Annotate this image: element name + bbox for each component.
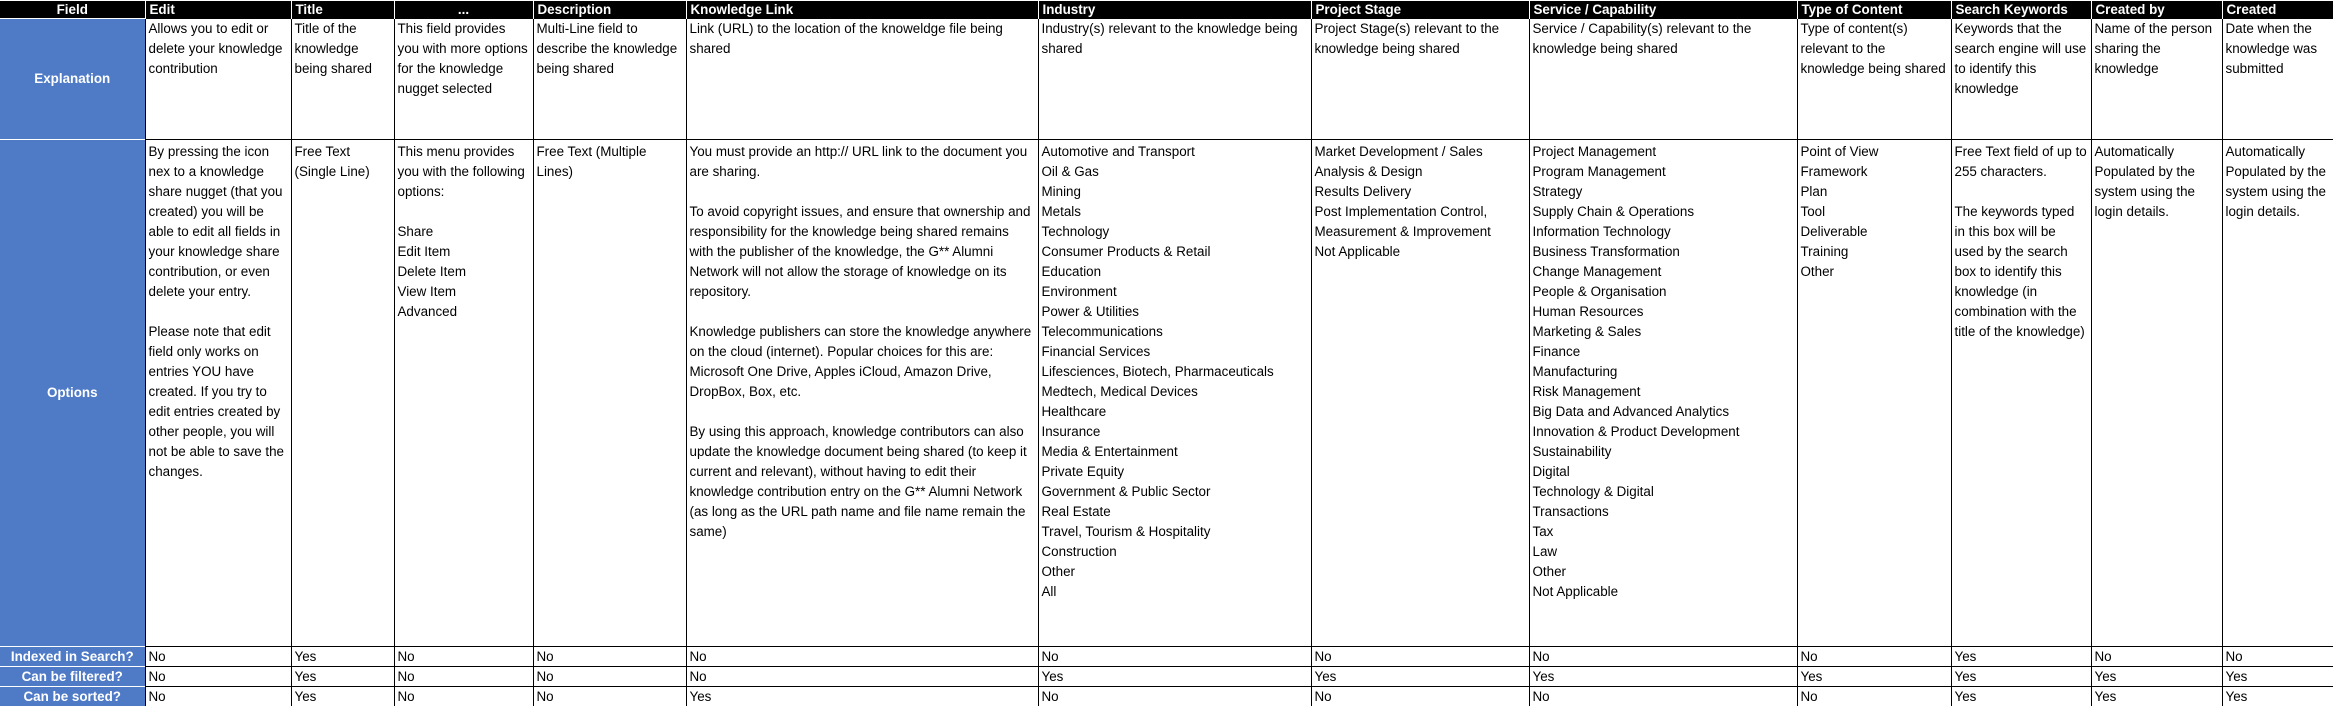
sorted-cell: Yes — [1951, 687, 2091, 706]
option-line: Manufacturing — [1533, 362, 1794, 382]
column-header-industry: Industry — [1038, 1, 1311, 19]
filtered-cell: Yes — [1311, 667, 1529, 687]
option-line: Automatically Populated by the system using the login details. — [2226, 142, 2331, 222]
filtered-cell: Yes — [1038, 667, 1311, 687]
option-line: Free Text field of up to 255 characters. — [1955, 142, 2088, 182]
blank-line — [1955, 182, 2088, 202]
sorted-row — [0, 687, 2333, 706]
option-line: By pressing the icon nex to a knowledge share nugget (that you created) you will be able to edit all fields in your knowledge share contribution, or even delete your entry. — [149, 142, 288, 302]
option-line: Mining — [1042, 182, 1308, 202]
option-line: View Item — [398, 282, 530, 302]
explanation-cell: Name of the person sharing the knowledge — [2091, 19, 2222, 140]
indexed-cell: No — [1038, 647, 1311, 667]
options-row — [0, 140, 2333, 647]
option-line: Framework — [1801, 162, 1948, 182]
option-line: Change Management — [1533, 262, 1794, 282]
sorted-cell: No — [533, 687, 686, 706]
filtered-cell: No — [145, 667, 291, 687]
indexed-cell: No — [394, 647, 533, 667]
explanation-cell: Keywords that the search engine will use to identify this knowledge — [1951, 19, 2091, 140]
explanation-cell: This field provides you with more options for the knowledge nugget selected — [394, 19, 533, 140]
option-line: Technology & Digital — [1533, 482, 1794, 502]
options-cell — [1951, 140, 2091, 647]
filtered-cell: Yes — [291, 667, 394, 687]
option-line: Please note that edit field only works on entries YOU have created. If you try to edit entries created by other people, you will not be able to save the changes. — [149, 322, 288, 482]
option-line: Automotive and Transport — [1042, 142, 1308, 162]
options-cell — [1038, 140, 1311, 647]
option-line: Advanced — [398, 302, 530, 322]
option-line: Technology — [1042, 222, 1308, 242]
sorted-cell: Yes — [2091, 687, 2222, 706]
options-cell — [145, 140, 291, 647]
option-line: Knowledge publishers can store the knowledge anywhere on the cloud (internet). Popular choices for this are: Microsoft One Drive, Apples iCloud, Amazon Drive, DropBox, Box, etc. — [690, 322, 1035, 402]
column-header-description: Description — [533, 1, 686, 19]
column-header-search-keywords: Search Keywords — [1951, 1, 2091, 19]
options-cell — [2222, 140, 2333, 647]
row-label-filtered: Can be filtered? — [0, 667, 145, 687]
option-line: Innovation & Product Development — [1533, 422, 1794, 442]
option-line: Law — [1533, 542, 1794, 562]
option-line: Plan — [1801, 182, 1948, 202]
blank-line — [149, 302, 288, 322]
column-header-created-by: Created by — [2091, 1, 2222, 19]
column-header-project-stage: Project Stage — [1311, 1, 1529, 19]
option-line: Business Transformation — [1533, 242, 1794, 262]
options-cell — [533, 140, 686, 647]
filtered-cell: No — [686, 667, 1038, 687]
option-line: Deliverable — [1801, 222, 1948, 242]
option-line: Training — [1801, 242, 1948, 262]
option-line: This menu provides you with the following options: — [398, 142, 530, 202]
option-line: Other — [1042, 562, 1308, 582]
sorted-cell: No — [145, 687, 291, 706]
option-line: Oil & Gas — [1042, 162, 1308, 182]
explanation-cell: Industry(s) relevant to the knowledge being shared — [1038, 19, 1311, 140]
option-line: People & Organisation — [1533, 282, 1794, 302]
option-line: Lifesciences, Biotech, Pharmaceuticals — [1042, 362, 1308, 382]
sorted-cell: No — [1311, 687, 1529, 706]
option-line: Edit Item — [398, 242, 530, 262]
option-line: Strategy — [1533, 182, 1794, 202]
options-cell — [1797, 140, 1951, 647]
explanation-cell: Service / Capability(s) relevant to the knowledge being shared — [1529, 19, 1797, 140]
blank-line — [690, 182, 1035, 202]
indexed-cell: No — [1529, 647, 1797, 667]
option-line: Private Equity — [1042, 462, 1308, 482]
option-line: Education — [1042, 262, 1308, 282]
option-line: Results Delivery — [1315, 182, 1526, 202]
option-line: Supply Chain & Operations — [1533, 202, 1794, 222]
sorted-cell: Yes — [291, 687, 394, 706]
option-line: Digital — [1533, 462, 1794, 482]
filtered-cell: Yes — [2091, 667, 2222, 687]
indexed-cell: No — [2222, 647, 2333, 667]
header-row — [0, 1, 2333, 19]
option-line: Consumer Products & Retail — [1042, 242, 1308, 262]
filtered-row — [0, 667, 2333, 687]
option-line: Finance — [1533, 342, 1794, 362]
option-line: Travel, Tourism & Hospitality — [1042, 522, 1308, 542]
column-header-more: ... — [394, 1, 533, 19]
explanation-cell: Link (URL) to the location of the knoweldge file being shared — [686, 19, 1038, 140]
indexed-row — [0, 647, 2333, 667]
indexed-cell: Yes — [1951, 647, 2091, 667]
indexed-cell: No — [1797, 647, 1951, 667]
explanation-cell: Allows you to edit or delete your knowledge contribution — [145, 19, 291, 140]
sorted-cell: No — [1797, 687, 1951, 706]
option-line: Automatically Populated by the system using the login details. — [2095, 142, 2219, 222]
option-line: Real Estate — [1042, 502, 1308, 522]
blank-line — [398, 202, 530, 222]
row-label-options: Options — [0, 140, 145, 647]
explanation-cell: Multi-Line field to describe the knowledge being shared — [533, 19, 686, 140]
option-line: Other — [1801, 262, 1948, 282]
column-header-title: Title — [291, 1, 394, 19]
option-line: Tax — [1533, 522, 1794, 542]
explanation-cell: Type of content(s) relevant to the knowledge being shared — [1797, 19, 1951, 140]
column-header-edit: Edit — [145, 1, 291, 19]
option-line: Insurance — [1042, 422, 1308, 442]
option-line: You must provide an http:// URL link to the document you are sharing. — [690, 142, 1035, 182]
option-line: Program Management — [1533, 162, 1794, 182]
row-label-indexed: Indexed in Search? — [0, 647, 145, 667]
option-line: Media & Entertainment — [1042, 442, 1308, 462]
option-line: Tool — [1801, 202, 1948, 222]
option-line: Other — [1533, 562, 1794, 582]
options-cell — [686, 140, 1038, 647]
blank-line — [690, 402, 1035, 422]
option-line: Analysis & Design — [1315, 162, 1526, 182]
option-line: Financial Services — [1042, 342, 1308, 362]
option-line: Healthcare — [1042, 402, 1308, 422]
option-line: Environment — [1042, 282, 1308, 302]
option-line: Construction — [1042, 542, 1308, 562]
indexed-cell: No — [145, 647, 291, 667]
option-line: Project Management — [1533, 142, 1794, 162]
option-line: Government & Public Sector — [1042, 482, 1308, 502]
option-line: Share — [398, 222, 530, 242]
column-header-knowledge-link: Knowledge Link — [686, 1, 1038, 19]
column-header-service-capability: Service / Capability — [1529, 1, 1797, 19]
option-line: Delete Item — [398, 262, 530, 282]
option-line: Point of View — [1801, 142, 1948, 162]
filtered-cell: Yes — [2222, 667, 2333, 687]
column-header-type-of-content: Type of Content — [1797, 1, 1951, 19]
row-label-explanation: Explanation — [0, 19, 145, 140]
column-header-created: Created — [2222, 1, 2333, 19]
sorted-cell: Yes — [686, 687, 1038, 706]
column-header-field: Field — [0, 1, 145, 19]
option-line: Risk Management — [1533, 382, 1794, 402]
explanation-cell: Project Stage(s) relevant to the knowledge being shared — [1311, 19, 1529, 140]
option-line: All — [1042, 582, 1308, 602]
filtered-cell: No — [394, 667, 533, 687]
option-line: Telecommunications — [1042, 322, 1308, 342]
options-cell — [2091, 140, 2222, 647]
indexed-cell: No — [686, 647, 1038, 667]
indexed-cell: Yes — [291, 647, 394, 667]
option-line: Post Implementation Control, Measurement & Improvement — [1315, 202, 1526, 242]
option-line: Not Applicable — [1315, 242, 1526, 262]
options-cell — [1311, 140, 1529, 647]
indexed-cell: No — [533, 647, 686, 667]
explanation-row — [0, 19, 2333, 140]
indexed-cell: No — [1311, 647, 1529, 667]
filtered-cell: Yes — [1797, 667, 1951, 687]
option-line: Medtech, Medical Devices — [1042, 382, 1308, 402]
option-line: Free Text (Single Line) — [295, 142, 391, 182]
option-line: To avoid copyright issues, and ensure that ownership and responsibility for the knowledge being shared remains with the publisher of the knowledge, the G** Alumni Network will not allow the storage of knowledge on its repository. — [690, 202, 1035, 302]
sorted-cell: No — [1529, 687, 1797, 706]
sorted-cell: Yes — [2222, 687, 2333, 706]
option-line: Metals — [1042, 202, 1308, 222]
options-cell — [1529, 140, 1797, 647]
option-line: Big Data and Advanced Analytics — [1533, 402, 1794, 422]
option-line: Marketing & Sales — [1533, 322, 1794, 342]
option-line: Human Resources — [1533, 302, 1794, 322]
filtered-cell: Yes — [1529, 667, 1797, 687]
option-line: Power & Utilities — [1042, 302, 1308, 322]
option-line: Not Applicable — [1533, 582, 1794, 602]
sorted-cell: No — [394, 687, 533, 706]
option-line: Market Development / Sales — [1315, 142, 1526, 162]
filtered-cell: Yes — [1951, 667, 2091, 687]
row-label-sorted: Can be sorted? — [0, 687, 145, 706]
option-line: Transactions — [1533, 502, 1794, 522]
sorted-cell: No — [1038, 687, 1311, 706]
option-line: Sustainability — [1533, 442, 1794, 462]
option-line: The keywords typed in this box will be used by the search box to identify this knowledge (in combination with the title of the knowledge) — [1955, 202, 2088, 342]
option-line: Information Technology — [1533, 222, 1794, 242]
indexed-cell: No — [2091, 647, 2222, 667]
explanation-cell: Date when the knowledge was submitted — [2222, 19, 2333, 140]
option-line: Free Text (Multiple Lines) — [537, 142, 683, 182]
option-line: By using this approach, knowledge contributors can also update the knowledge document being shared (to keep it current and relevant), without having to edit their knowledge contribution entry on the G** Alumni Network (as long as the URL path name and file name remain the same) — [690, 422, 1035, 542]
blank-line — [690, 302, 1035, 322]
options-cell — [291, 140, 394, 647]
explanation-cell: Title of the knowledge being shared — [291, 19, 394, 140]
filtered-cell: No — [533, 667, 686, 687]
options-cell — [394, 140, 533, 647]
